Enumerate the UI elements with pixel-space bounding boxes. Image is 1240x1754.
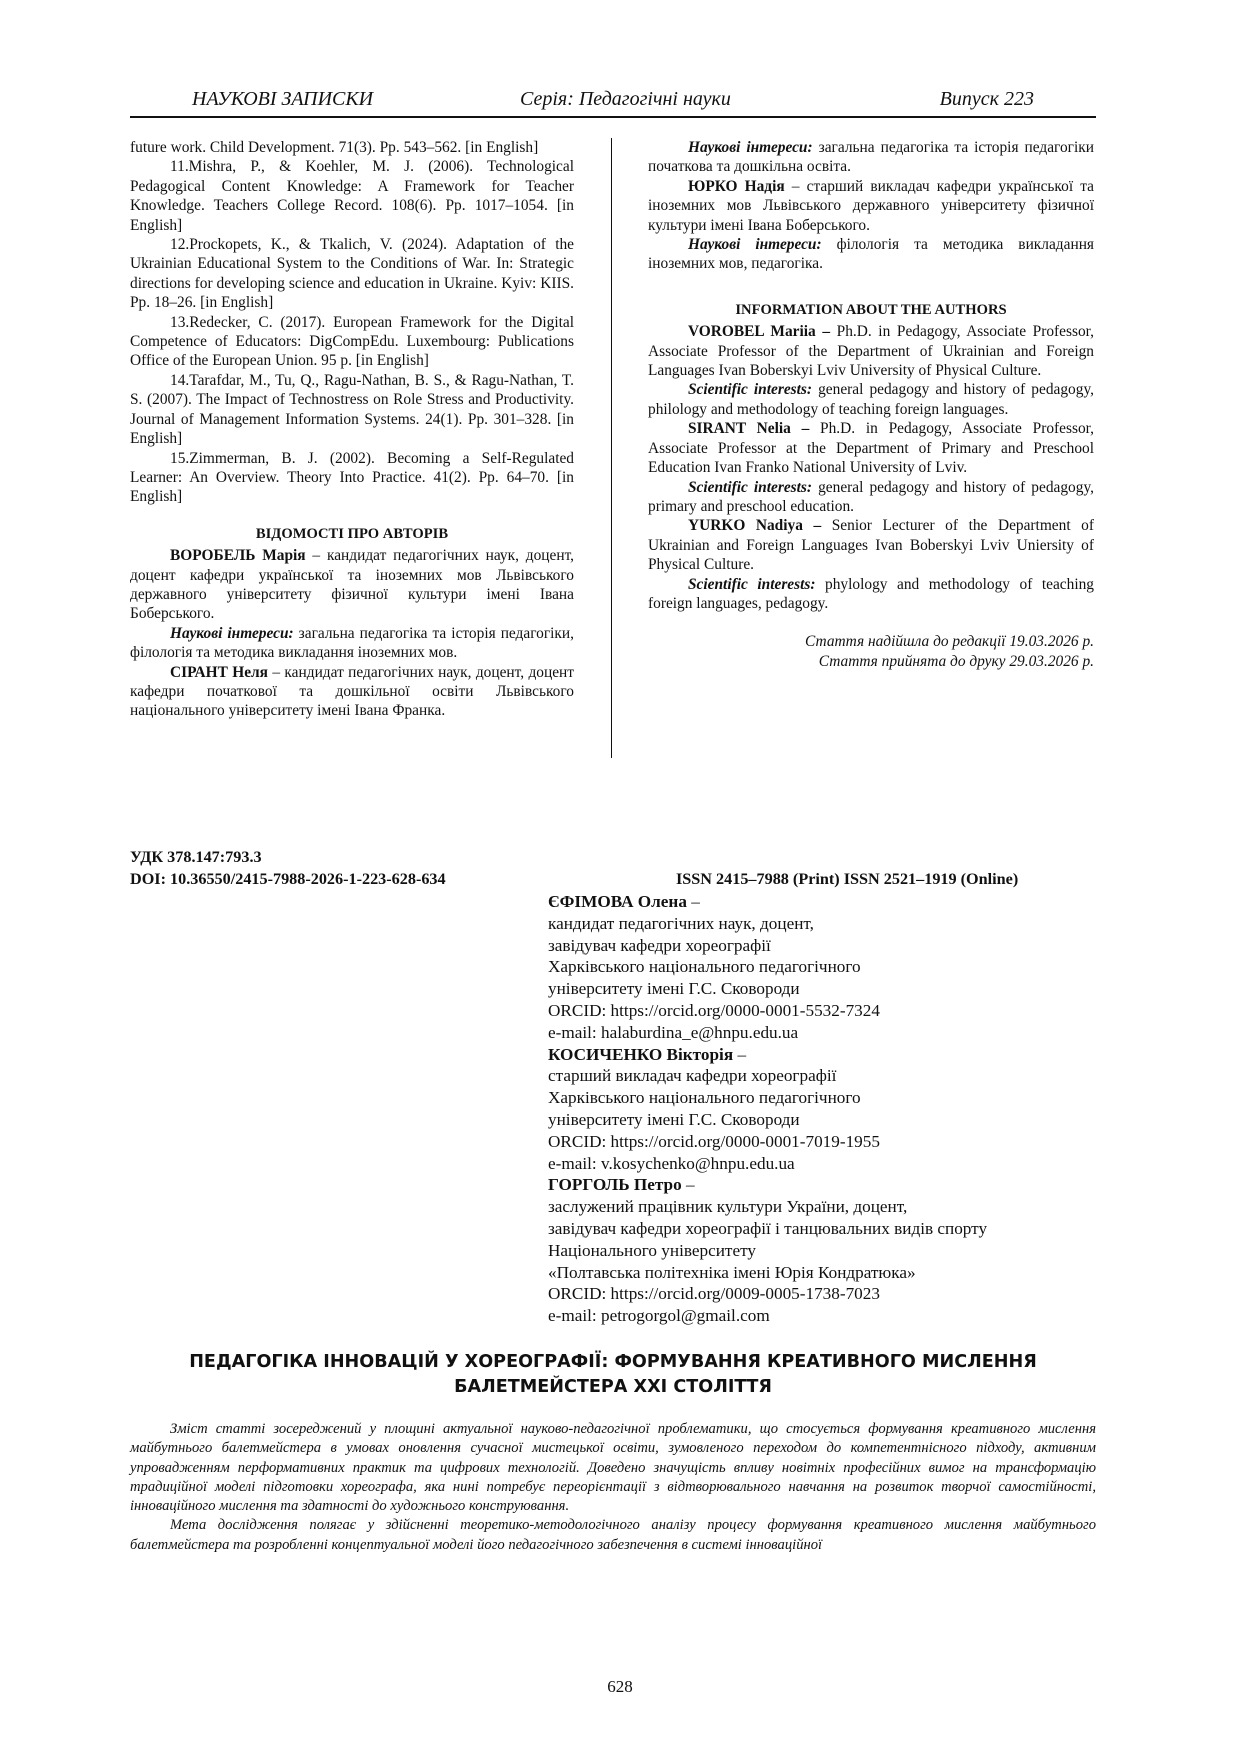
issue-number: Випуск 223 xyxy=(939,88,1034,110)
interests-text: філологія та методика викладання іноземних мов, педагогіка. xyxy=(648,236,1095,273)
doi: DOI: 10.36550/2415-7988-2026-1-223-628-634 xyxy=(130,870,446,888)
author-name: ЄФІМОВА Олена xyxy=(548,892,687,911)
author-email: e-mail: petrogorgol@gmail.com xyxy=(548,1306,770,1326)
reference-item: 15.Zimmerman, B. J. (2002). Becoming a Self-Regulated Learner: An Overview. Theory Into Practice. 41(2). Pp. 64–70. [in English] xyxy=(130,449,574,506)
author-bio-text: Ph.D. in Pedagogy, Associate Professor, Associate Professor of the Department of Ukrainian and Foreign Languages Ivan Boberskyi Lviv University of Physical Culture. xyxy=(648,323,1094,380)
authors-info-heading-ua: ВІДОМОСТІ ПРО АВТОРІВ xyxy=(255,525,449,542)
interests-text: general pedagogy and history of pedagogy, philology and methodology of teaching foreign languages. xyxy=(648,381,1094,418)
interests-label: Наукові інтереси: xyxy=(170,624,294,642)
reference-item: 11.Mishra, P., & Koehler, M. J. (2006). Technological Pedagogical Content Knowledge: A Framework for Teacher Knowledge. Teachers College Record. 108(6). Pp. 1017–1054. [in English] xyxy=(130,158,574,234)
author-bio-en xyxy=(648,516,1094,574)
column-divider xyxy=(611,138,612,758)
author-affiliation: Харківського національного педагогічного xyxy=(548,1088,861,1108)
author-email: e-mail: halaburdina_e@hnpu.edu.ua xyxy=(548,1022,799,1042)
author-bio-text: Senior Lecturer of the Department of Ukrainian and Foreign Languages Ivan Boberskyi Lviv Uniersity of Physical Culture. xyxy=(648,517,1094,574)
author-bio xyxy=(130,546,574,624)
author-degree: заслужений працівник культури України, доцент, xyxy=(548,1197,908,1217)
reference-item: 14.Tarafdar, M., Tu, Q., Ragu-Nathan, B. S., & Ragu-Nathan, T. S. (2007). The Impact of Technostress on Role Stress and Productivity. Journal of Management Information Systems. 24(1). Pp. 301–328. [in English] xyxy=(130,371,574,448)
author-interests-en xyxy=(648,575,1094,614)
author-name: СІРАНТ Неля xyxy=(170,663,269,681)
left-column xyxy=(130,138,574,721)
author-interests xyxy=(648,235,1094,274)
author-affiliation: університету імені Г.С. Сковороди xyxy=(548,1109,800,1129)
author-name: ЮРКО Надія xyxy=(688,177,785,195)
udk-code: УДК 378.147:793.3 xyxy=(130,848,262,866)
series-title: Серія: Педагогічні науки xyxy=(520,88,731,110)
right-column xyxy=(648,138,1094,671)
author-heading xyxy=(548,891,1108,913)
author-degree: кандидат педагогічних наук, доцент, xyxy=(548,913,814,933)
accepted-date: Стаття прийнята до друку 29.03.2026 р. xyxy=(818,652,1094,670)
author-interests-en xyxy=(648,478,1094,517)
doi-line xyxy=(130,870,1096,889)
author-bio-text: – кандидат педагогічних наук, доцент, доцент кафедри початкової та дошкільної освіти Львівського національного університету імені Івана Франка. xyxy=(130,663,574,720)
author-bio-text: Ph.D. in Pedagogy, Associate Professor, Associate Professor at the Department of Primary and Preschool Education Ivan Franko National University of Lviv. xyxy=(648,420,1094,477)
abstract-paragraph: Зміст статті зосереджений у площині актуальної науково-педагогічної проблематики, що стосується формування креативного мислення майбутнього балетмейстера в умовах оновлення сучасної мистецької освіти, зумовленого переходом до компетентнісного підходу, активним упровадженням перформативних практик та цифрових технологій. Доведено значущість впливу новітніх професійних вимог на трансформацію традиційної моделі підготовки хореографа, яка нині потребує переорієнтації з відтворювального навчання на розвиток творчої самостійності, інноваційного мислення та здатності до художнього конструювання. xyxy=(130,1421,1096,1515)
author-name: VOROBEL Mariia – xyxy=(688,323,831,341)
author-name: КОСИЧЕНКО Вікторія xyxy=(548,1044,734,1064)
reference-item: 13.Redecker, C. (2017). European Framework for the Digital Competence of Educators: DigCompEdu. Luxembourg: Publications Office of the European Union. 95 p. [in English] xyxy=(130,313,574,370)
issn: ISSN 2415–7988 (Print) ISSN 2521–1919 (Online) xyxy=(676,870,1019,888)
article-authors xyxy=(548,891,1108,1327)
author-block xyxy=(548,1174,1108,1327)
author-block xyxy=(548,1044,1108,1175)
author-name: ВОРОБЕЛЬ Марія xyxy=(170,547,306,565)
title-line: ПЕДАГОГІКА ІННОВАЦІЙ У ХОРЕОГРАФІЇ: ФОРМУВАННЯ КРЕАТИВНОГО МИСЛЕННЯ xyxy=(189,1352,1037,1372)
author-interests xyxy=(648,138,1094,177)
author-heading xyxy=(548,1044,1108,1066)
received-date: Стаття надійшла до редакції 19.03.2026 р. xyxy=(805,633,1094,651)
authors-info-heading-en: INFORMATION ABOUT THE AUTHORS xyxy=(735,301,1007,318)
interests-label: Наукові інтереси: xyxy=(688,139,813,156)
interests-label: Наукові інтереси: xyxy=(688,236,822,254)
author-bio-en xyxy=(648,419,1094,477)
author-affiliation: «Полтавська політехніка імені Юрія Кондратюка» xyxy=(548,1262,916,1282)
author-position: завідувач кафедри хореографії і танцювальних видів спорту xyxy=(548,1218,988,1238)
author-interests-en xyxy=(648,380,1094,419)
article-title xyxy=(130,1350,1096,1400)
page-number: 628 xyxy=(607,1677,633,1696)
author-orcid: ORCID: https://orcid.org/0000-0001-5532-7324 xyxy=(548,1000,880,1020)
title-line: БАЛЕТМЕЙСТЕРА XXI СТОЛІТТЯ xyxy=(454,1377,772,1397)
author-bio-text: – кандидат педагогічних наук, доцент, доцент кафедри української та іноземних мов Львівського державного університету фізичної культури імені Івана Боберського. xyxy=(130,547,574,623)
author-block xyxy=(548,891,1108,1044)
abstract-paragraph: Мета дослідження полягає у здійсненні теоретико-методологічного аналізу процесу формування креативного мислення майбутнього балетмейстера та розробленні концептуальної моделі його педагогічного забезпечення в системі інноваційної xyxy=(130,1517,1096,1553)
author-dash: – xyxy=(686,892,700,911)
author-orcid: ORCID: https://orcid.org/0009-0005-1738-7023 xyxy=(548,1284,880,1304)
interests-label: Scientific interests: xyxy=(688,575,816,593)
author-name: YURKO Nadiya – xyxy=(688,517,822,535)
author-bio-text: – старший викладач кафедри української та іноземних мов Львівського державного університету фізичної культури імені Івана Боберського. xyxy=(648,177,1094,234)
author-email: e-mail: v.kosychenko@hnpu.edu.ua xyxy=(548,1153,795,1173)
reference-item: 12.Prockopets, K., & Tkalich, V. (2024). Adaptation of the Ukrainian Educational System to the Conditions of War. In: Strategic directions for developing science and education in Ukraine. Kyiv: KIIS. Pp. 18–26. [in English] xyxy=(130,236,574,312)
interests-text: general pedagogy and history of pedagogy, primary and preschool education. xyxy=(648,478,1094,515)
reference-tail: future work. Child Development. 71(3). Pp. 543–562. [in English] xyxy=(130,139,539,156)
interests-text: загальна педагогіка та історія педагогіки, філологія та методика викладання іноземних мов. xyxy=(130,624,574,662)
author-affiliation: університету імені Г.С. Сковороди xyxy=(548,979,800,999)
running-header xyxy=(130,86,1096,118)
author-affiliation: Харківського національного педагогічного xyxy=(548,957,861,977)
journal-title: НАУКОВІ ЗАПИСКИ xyxy=(192,88,374,110)
author-affiliation: Національного університету xyxy=(548,1240,756,1260)
author-name: ГОРГОЛЬ Петро xyxy=(548,1175,682,1195)
author-bio-en xyxy=(648,322,1094,380)
author-bio xyxy=(648,177,1094,235)
interests-label: Scientific interests: xyxy=(688,381,813,399)
author-bio xyxy=(130,663,574,721)
author-heading xyxy=(548,1174,1108,1196)
interests-text: загальна педагогіка та історія педагогіки початкова та дошкільна освіта. xyxy=(648,139,1094,176)
author-interests xyxy=(130,624,574,663)
interests-text: phylology and methodology of teaching foreign languages, pedagogy. xyxy=(648,575,1094,612)
author-position: старший викладач кафедри хореографії xyxy=(548,1066,837,1086)
author-position: завідувач кафедри хореографії xyxy=(548,935,771,955)
interests-label: Scientific interests: xyxy=(688,478,813,496)
author-dash: – xyxy=(681,1175,695,1195)
author-dash: – xyxy=(733,1044,747,1064)
article-abstract xyxy=(130,1420,1096,1555)
author-name: SIRANT Nelia – xyxy=(688,420,810,438)
author-orcid: ORCID: https://orcid.org/0000-0001-7019-1955 xyxy=(548,1131,880,1151)
